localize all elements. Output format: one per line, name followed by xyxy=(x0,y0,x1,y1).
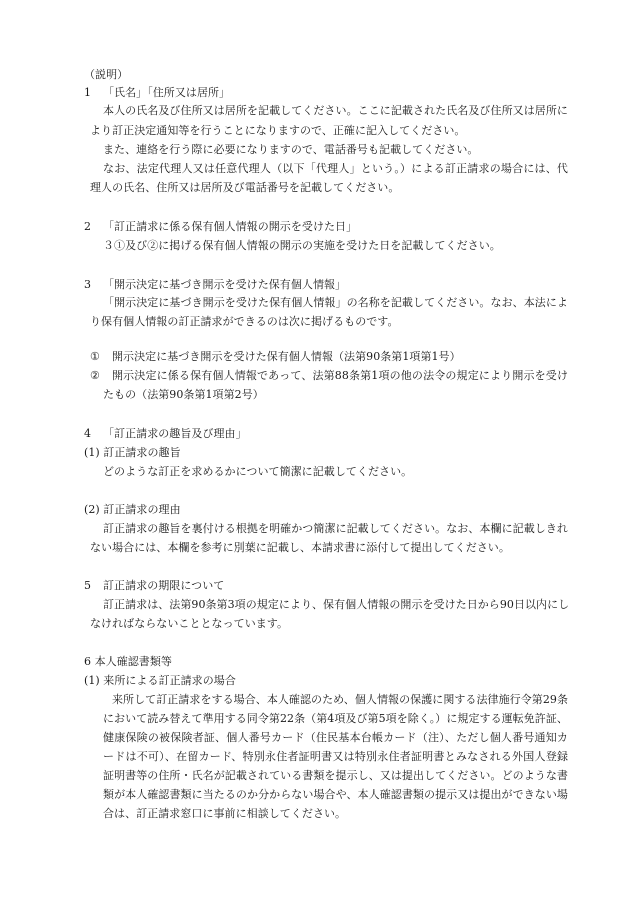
section-6-1-line-5: 証明書等の住所・氏名が記載されている書類を提示し、又は提出してください。どのような書 xyxy=(103,769,568,782)
section-1-number: 1 xyxy=(84,86,91,99)
section-4-2-heading: (2) 訂正請求の理由 xyxy=(84,503,181,516)
section-5-heading: 訂正請求の期限について xyxy=(103,579,225,592)
section-4-heading: 「訂正請求の趣旨及び理由」 xyxy=(103,427,247,440)
section-1-line-4: なお、法定代理人又は任意代理人（以下「代理人」という。）による訂正請求の場合には、代 xyxy=(103,162,568,175)
section-3-item-1-mark: ① xyxy=(90,350,100,363)
section-6-1-line-3: 健康保険の被保険者証、個人番号カード（住民基本台帳カード（注）、ただし個人番号通知カ xyxy=(103,731,568,744)
section-4-1-line-1: どのような訂正を求めるかについて簡潔に記載してください。 xyxy=(103,465,413,478)
section-4-2-line-1: 訂正請求の趣旨を裏付ける根拠を明確かつ簡潔に記載してください。なお、本欄に記載しきれ xyxy=(103,522,568,535)
section-1-line-1: 本人の氏名及び住所又は居所を記載してください。ここに記載された氏名及び住所又は居所に xyxy=(103,104,568,117)
section-1-heading: 「氏名」「住所又は居所」 xyxy=(103,86,231,99)
section-3-item-2-line-2: たもの（法第90条第1項第2号） xyxy=(103,388,264,401)
section-1-line-3: また、連絡を行う際に必要になりますので、電話番号も記載してください。 xyxy=(103,143,479,156)
section-4-1-heading: (1) 訂正請求の趣旨 xyxy=(84,446,181,459)
section-6-1-heading: (1) 来所による訂正請求の場合 xyxy=(84,674,236,687)
section-1-line-2: より訂正決定通知等を行うことになりますので、正確に記入してください。 xyxy=(90,124,466,137)
section-4-2-line-2: ない場合には、本欄を参考に別葉に記載し、本請求書に添付して提出してください。 xyxy=(90,541,510,554)
section-6-1-line-2: において読み替えて準用する同令第22条（第4項及び第5項を除く。）に規定する運転免許証、 xyxy=(103,712,568,725)
section-3-line-1: 「開示決定に基づき開示を受けた保有個人情報」の名称を記載してください。なお、本法によ xyxy=(103,296,568,309)
section-6-1-line-7: 合は、訂正請求窓口に事前に相談してください。 xyxy=(103,807,347,820)
section-3-number: 3 xyxy=(84,278,91,291)
section-3-item-1-line-1: 開示決定に基づき開示を受けた保有個人情報（法第90条第1項第1号） xyxy=(112,350,461,363)
section-2-heading: 「訂正請求に係る保有個人情報の開示を受けた日」 xyxy=(103,220,358,233)
section-3-item-2-line-1: 開示決定に係る保有個人情報であって、法第88条第1項の他の法令の規定により開示を受け xyxy=(112,369,568,382)
section-3-line-2: り保有個人情報の訂正請求ができるのは次に掲げるものです。 xyxy=(90,315,399,328)
section-5-line-1: 訂正請求は、法第90条第3項の規定により、保有個人情報の開示を受けた日から90日以内にし xyxy=(103,598,570,611)
section-2-number: 2 xyxy=(84,220,91,233)
section-2-line-1: ３①及び②に掲げる保有個人情報の開示の実施を受けた日を記載してください。 xyxy=(103,239,501,252)
section-4-number: 4 xyxy=(84,427,91,440)
section-6-1-line-6: 類が本人確認書類に当たるのか分からない場合や、本人確認書類の提示又は提出ができない場 xyxy=(103,788,568,801)
section-6-1-line-1: 来所して訂正請求をする場合、本人確認のため、個人情報の保護に関する法律施行令第29条 xyxy=(112,693,568,706)
section-6-1-line-4: ードは不可）、在留カード、特別永住者証明書又は特別永住者証明書とみなされる外国人登録 xyxy=(103,750,568,763)
section-5-number: 5 xyxy=(84,579,91,592)
section-3-item-2-mark: ② xyxy=(90,369,100,382)
section-3-heading: 「開示決定に基づき開示を受けた保有個人情報」 xyxy=(103,278,347,291)
section-1-line-5: 理人の氏名、住所又は居所及び電話番号を記載してください。 xyxy=(90,181,400,194)
intro-label: （説明） xyxy=(84,68,129,81)
section-6-heading: 6 本人確認書類等 xyxy=(84,655,172,668)
section-5-line-2: なければならないこととなっています。 xyxy=(90,617,289,630)
